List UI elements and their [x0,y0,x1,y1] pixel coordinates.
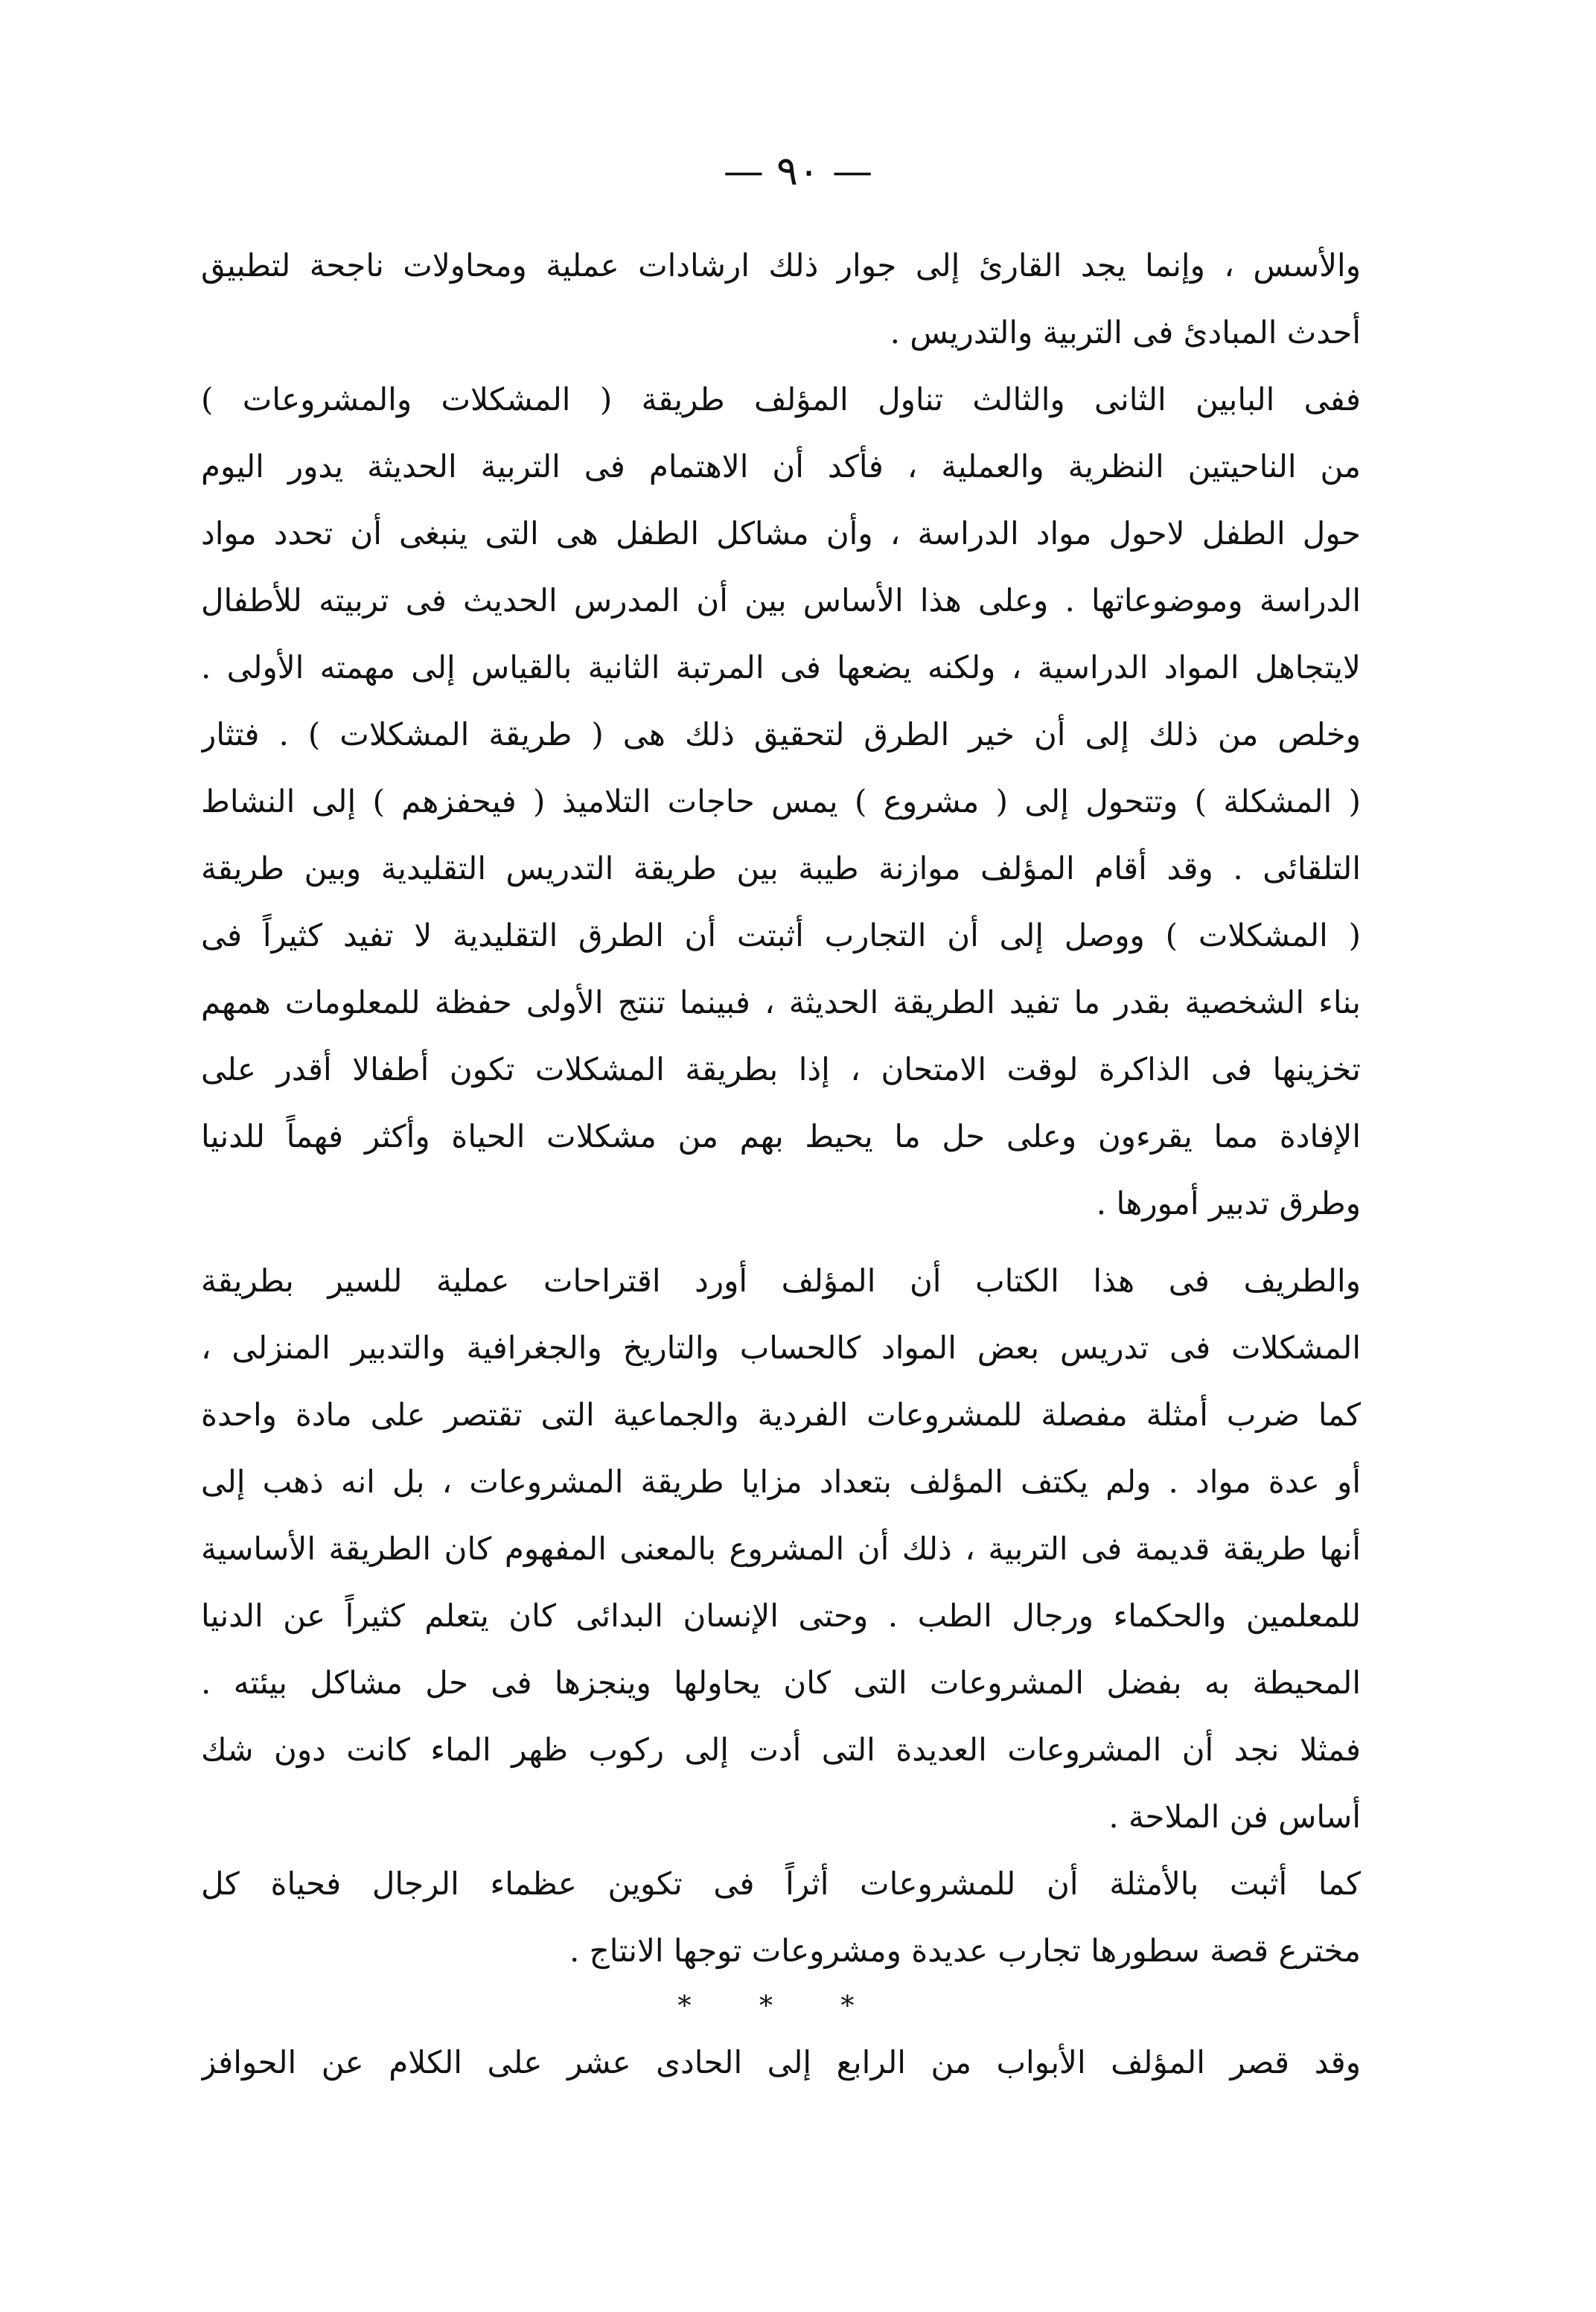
text-line: بناء الشخصية بقدر ما تفيد الطريقة الحديثة ، فبينما تنتج الأولى حفظة للمعلومات همهم [201,984,1361,1021]
text-line: ( المشكلات ) ووصل إلى أن التجارب أثبتت أن الطرق التقليدية لا تفيد كثيراً فى [201,917,1361,954]
text-line: والطريف فى هذا الكتاب أن المؤلف أورد اقتراحات عملية للسير بطريقة [201,1262,1361,1299]
text-line: كما أثبت بالأمثلة أن للمشروعات أثراً فى تكوين عظماء الرجال فحياة كل [201,1865,1361,1902]
text-line: أو عدة مواد . ولم يكتف المؤلف بتعداد مزايا طريقة المشروعات ، بل انه ذهب إلى [201,1463,1361,1500]
paragraph-4 [201,1850,1361,1984]
text-line: الدراسة وموضوعاتها . وعلى هذا الأساس بين أن المدرس الحديث فى تربيته للأطفال [201,582,1361,619]
text-line: للمعلمين والحكماء ورجال الطب . وحتى الإنسان البدائى كان يتعلم كثيراً عن الدنيا [201,1597,1361,1634]
page-number: — ٩٠ — [723,147,873,194]
text-line: الإفادة مما يقرءون وعلى حل ما يحيط بهم من مشكلات الحياة وأكثر فهماً للدنيا [201,1118,1361,1155]
text-line: فمثلا نجد أن المشروعات العديدة التى أدت إلى ركوب ظهر الماء كانت دون شك [201,1731,1361,1768]
text-line: أساس فن الملاحة . [1108,1798,1361,1835]
text-line: وخلص من ذلك إلى أن خير الطرق لتحقيق ذلك هى ( طريقة المشكلات ) . فتثار [201,716,1361,753]
text-line: تخزينها فى الذاكرة لوقت الامتحان ، إذا بطريقة المشكلات تكون أطفالا أقدر على [201,1051,1361,1088]
text-line: وقد قصر المؤلف الأبواب من الرابع إلى الحادى عشر على الكلام عن الحوافز [201,2044,1361,2081]
text-line: مخترع قصة سطورها تجارب عديدة ومشروعات توجها الانتاج . [569,1932,1361,1969]
text-line: المشكلات فى تدريس بعض المواد كالحساب والتاريخ والجغرافية والتدبير المنزلى ، [201,1329,1361,1366]
paragraph-2 [201,366,1361,1237]
paragraph-1 [201,232,1361,366]
text-line: من الناحيتين النظرية والعملية ، فأكد أن الاهتمام فى التربية الحديثة يدور اليوم [201,448,1361,485]
page-body [201,232,1361,2096]
text-line: التلقائى . وقد أقام المؤلف موازنة طيبة بين طريقة التدريس التقليدية وبين طريقة [201,850,1361,887]
section-separator: * * * [677,1991,884,2022]
text-line: لايتجاهل المواد الدراسية ، ولكنه يضعها فى المرتبة الثانية بالقياس إلى مهمته الأولى . [201,649,1361,686]
text-line: والأسس ، وإنما يجد القارئ إلى جوار ذلك ارشادات عملية ومحاولات ناجحة لتطبيق [201,247,1361,284]
text-line: المحيطة به بفضل المشروعات التى كان يحاولها وينجزها فى حل مشاكل بيئته . [201,1664,1361,1701]
text-line: كما ضرب أمثلة مفصلة للمشروعات الفردية والجماعية التى تقتصر على مادة واحدة [201,1396,1361,1433]
text-line: حول الطفل لاحول مواد الدراسة ، وأن مشاكل الطفل هى التى ينبغى أن تحدد مواد [201,515,1361,552]
text-line: ففى البابين الثانى والثالث تناول المؤلف طريقة ( المشكلات والمشروعات ) [201,381,1361,418]
text-line: ( المشكلة ) وتتحول إلى ( مشروع ) يمس حاجات التلاميذ ( فيحفزهم ) إلى النشاط [201,783,1361,820]
paragraph-3 [201,1248,1361,1850]
text-line: أحدث المبادئ فى التربية والتدريس . [890,314,1361,351]
paragraph-5 [201,2029,1361,2096]
text-line: أنها طريقة قديمة فى التربية ، ذلك أن المشروع بالمعنى المفهوم كان الطريقة الأساسية [201,1530,1361,1567]
text-line: وطرق تدبير أمورها . [1096,1185,1361,1222]
paragraph-gap [201,1237,1361,1248]
